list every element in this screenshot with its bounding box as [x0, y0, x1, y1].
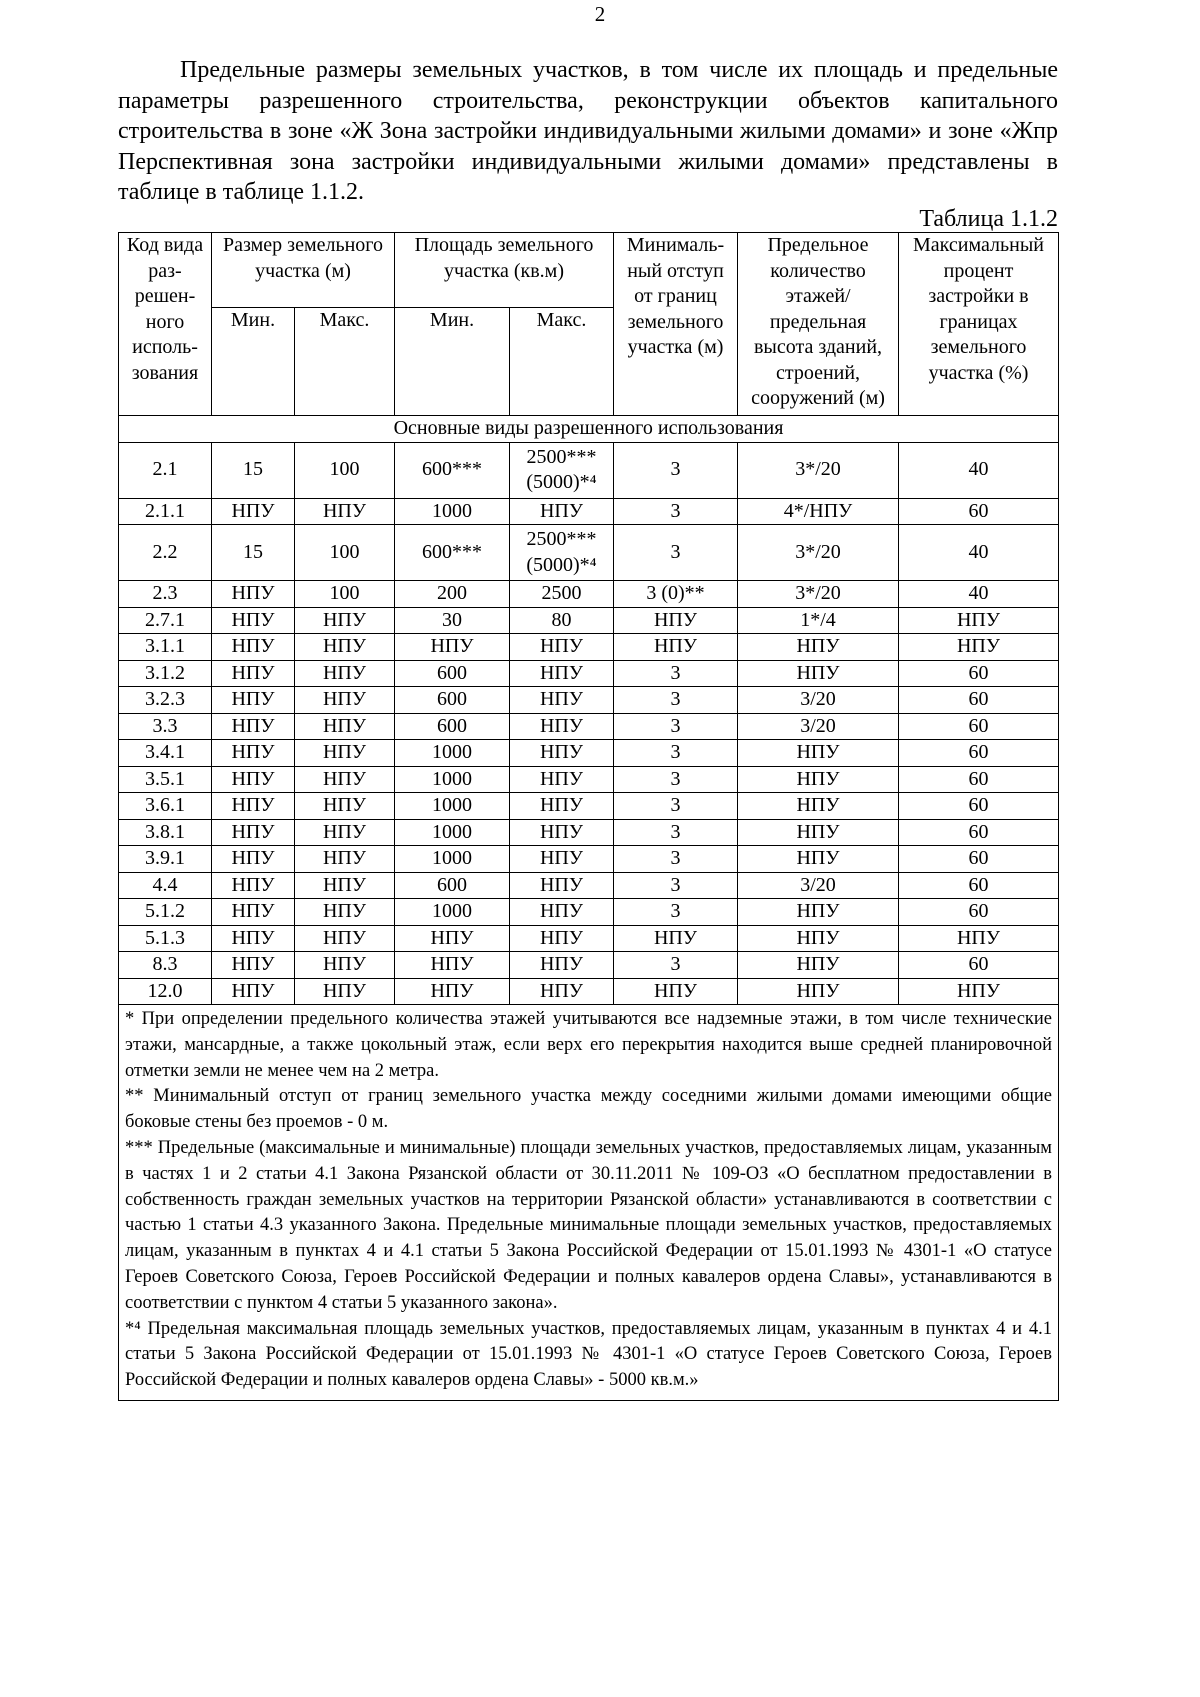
table-cell: 3 [614, 442, 738, 498]
table-cell: 100 [295, 581, 395, 608]
table-cell: НПУ [295, 634, 395, 661]
table-cell: НПУ [738, 952, 899, 979]
header-area-min: Мин. [395, 308, 510, 416]
table-cell: 3/20 [738, 687, 899, 714]
table-cell: 3 [614, 660, 738, 687]
table-cell: 1000 [395, 819, 510, 846]
table-cell: НПУ [295, 687, 395, 714]
table-row [119, 766, 1059, 793]
table-cell: НПУ [212, 766, 295, 793]
table-cell: 5.1.3 [119, 925, 212, 952]
table-cell: НПУ [212, 740, 295, 767]
table-row [119, 793, 1059, 820]
table-cell: 3 [614, 687, 738, 714]
table-cell: 1000 [395, 846, 510, 873]
table-row [119, 713, 1059, 740]
table-cell: 3.1.1 [119, 634, 212, 661]
table-row [119, 634, 1059, 661]
table-cell: НПУ [899, 607, 1059, 634]
table-row [119, 525, 1059, 581]
table-row [119, 899, 1059, 926]
table-cell: 600*** [395, 442, 510, 498]
table-cell: НПУ [738, 925, 899, 952]
table-cell: 3 [614, 766, 738, 793]
table-cell: НПУ [738, 978, 899, 1005]
table-cell: НПУ [295, 660, 395, 687]
table-row [119, 740, 1059, 767]
table-cell: 2500*** (5000)*⁴ [510, 442, 614, 498]
table-row [119, 819, 1059, 846]
table-cell: 60 [899, 740, 1059, 767]
table-cell: 3 [614, 846, 738, 873]
table-cell: 600*** [395, 525, 510, 581]
footnote: *⁴ Предельная максимальная площадь земельных участков, предоставляемых лицам, указанным в пунктах 4 и 4.1 статьи 5 Закона Российской Федерации от 15.01.1993 № 4301-1 «О статусе Героев Советского Союза, Героев Российской Федерации и полных кавалеров ордена Славы» - 5000 кв.м.» [125, 1318, 1053, 1391]
table-cell: 3/20 [738, 713, 899, 740]
header-setback: Минималь-ный отступ от границ земельного участка (м) [614, 233, 738, 416]
table-cell: НПУ [212, 952, 295, 979]
table-cell: НПУ [212, 607, 295, 634]
table-cell: 3/20 [738, 872, 899, 899]
table-cell: НПУ [614, 634, 738, 661]
table-cell: 3.9.1 [119, 846, 212, 873]
table-cell: 3 [614, 819, 738, 846]
table-cell: НПУ [212, 687, 295, 714]
table-cell: НПУ [212, 925, 295, 952]
table-row [119, 952, 1059, 979]
table-cell: НПУ [295, 978, 395, 1005]
intro-paragraph: Предельные размеры земельных участков, в том числе их площадь и предельные параметры разрешенного строительства, реконструкции объектов капитального строительства в зоне «Ж Зона застройки индивидуальными жилыми домами» и зоне «Жпр Перспективная зона застройки индивидуальными жилыми домами» представлены в таблице в таблице 1.1.2. [118, 57, 1058, 205]
table-cell: 1000 [395, 766, 510, 793]
table-row [119, 498, 1059, 525]
table-cell: 3.4.1 [119, 740, 212, 767]
table-cell: 3 [614, 952, 738, 979]
table-cell: НПУ [510, 766, 614, 793]
table-cell: 80 [510, 607, 614, 634]
table-cell: НПУ [614, 978, 738, 1005]
table-cell: 100 [295, 525, 395, 581]
table-cell: НПУ [212, 872, 295, 899]
table-cell: НПУ [510, 899, 614, 926]
table-cell: 60 [899, 793, 1059, 820]
table-cell: 2.7.1 [119, 607, 212, 634]
table-cell: 600 [395, 713, 510, 740]
header-area: Площадь земельного участка (кв.м) [395, 233, 614, 308]
table-cell: НПУ [738, 899, 899, 926]
table-cell: 2.2 [119, 525, 212, 581]
table-cell: НПУ [738, 766, 899, 793]
header-size: Размер земельного участка (м) [212, 233, 395, 308]
table-cell: 60 [899, 872, 1059, 899]
table-cell: 2.3 [119, 581, 212, 608]
table-cell: 1*/4 [738, 607, 899, 634]
table-cell: НПУ [212, 978, 295, 1005]
table-cell: НПУ [395, 634, 510, 661]
table-cell: НПУ [295, 846, 395, 873]
header-area-max: Макс. [510, 308, 614, 416]
table-cell: 3 [614, 525, 738, 581]
table-cell: НПУ [395, 925, 510, 952]
table-cell: 3.6.1 [119, 793, 212, 820]
table-cell: НПУ [510, 925, 614, 952]
table-cell: 2.1.1 [119, 498, 212, 525]
table-cell: 3 (0)** [614, 581, 738, 608]
table-cell: 600 [395, 872, 510, 899]
table-cell: 60 [899, 846, 1059, 873]
table-cell: 3.1.2 [119, 660, 212, 687]
table-cell: НПУ [295, 793, 395, 820]
table-cell: НПУ [212, 819, 295, 846]
table-cell: 1000 [395, 498, 510, 525]
footnote: *** Предельные (максимальные и минимальные) площади земельных участков, предоставляемых лицам, указанным в частях 1 и 2 статьи 4.1 Закона Рязанской области от 30.11.2011 № 109-ОЗ «О бесплатном предоставлении в собственность граждан земельных участков на территории Рязанской области» устанавливаются в соответствии с частью 1 статьи 4.3 указанного Закона. Предельные минимальные площади земельных участков, предоставляемых лицам, указанным в пунктах 4 и 4.1 статьи 5 Закона Российской Федерации от 15.01.1993 № 4301-1 «О статусе Героев Советского Союза, Героев Российской Федерации и полных кавалеров ордена Славы», устанавливаются в соответствии с пунктом 4 статьи 5 указанного закона». [125, 1137, 1053, 1313]
table-cell: 200 [395, 581, 510, 608]
table-cell: 12.0 [119, 978, 212, 1005]
table-cell: НПУ [614, 925, 738, 952]
table-cell: 3 [614, 793, 738, 820]
footnote: * При определении предельного количества этажей учитываются все надземные этажи, в том числе технические этажи, мансардные, а также цокольный этаж, если верх его перекрытия находится выше средней планировочной отметки земли не менее чем на 2 метра. [125, 1009, 1053, 1081]
table-cell: 8.3 [119, 952, 212, 979]
table-cell: НПУ [899, 978, 1059, 1005]
page-number: 2 [594, 2, 606, 26]
table-cell: 3*/20 [738, 525, 899, 581]
table-cell: НПУ [899, 925, 1059, 952]
table-row [119, 660, 1059, 687]
table-cell: НПУ [510, 872, 614, 899]
table-cell: 60 [899, 899, 1059, 926]
table-cell: НПУ [510, 687, 614, 714]
table-cell: НПУ [738, 660, 899, 687]
table-cell: 3.8.1 [119, 819, 212, 846]
table-cell: НПУ [295, 899, 395, 926]
table-row [119, 978, 1059, 1005]
footnote: ** Минимальный отступ от границ земельного участка между соседними жилыми домами имеющими общие боковые стены без проемов - 0 м. [125, 1086, 1053, 1133]
table-cell: 3.2.3 [119, 687, 212, 714]
table-cell: 3.3 [119, 713, 212, 740]
table-row [119, 581, 1059, 608]
table-cell: 100 [295, 442, 395, 498]
table-cell: 40 [899, 525, 1059, 581]
table-cell: НПУ [510, 634, 614, 661]
section-title: Основные виды разрешенного использования [119, 416, 1059, 443]
table-cell: НПУ [510, 498, 614, 525]
table-cell: 3*/20 [738, 581, 899, 608]
table-cell: 60 [899, 952, 1059, 979]
zone-parameters-table [118, 232, 1059, 1401]
table-cell: 60 [899, 687, 1059, 714]
table-cell: 60 [899, 819, 1059, 846]
header-floors: Предельное количество этажей/ предельная высота зданий, строений, сооружений (м) [738, 233, 899, 416]
table-cell: НПУ [295, 740, 395, 767]
table-cell: НПУ [212, 634, 295, 661]
table-cell: 3 [614, 498, 738, 525]
table-cell: НПУ [738, 846, 899, 873]
table-cell: НПУ [295, 766, 395, 793]
table-row [119, 872, 1059, 899]
table-cell: НПУ [212, 793, 295, 820]
table-row [119, 607, 1059, 634]
table-cell: 60 [899, 713, 1059, 740]
table-cell: НПУ [295, 872, 395, 899]
table-cell: НПУ [212, 581, 295, 608]
table-cell: НПУ [295, 925, 395, 952]
table-cell: НПУ [295, 607, 395, 634]
table-cell: 3*/20 [738, 442, 899, 498]
table-cell: 600 [395, 687, 510, 714]
table-cell: 40 [899, 442, 1059, 498]
table-cell: 30 [395, 607, 510, 634]
table-cell: НПУ [614, 607, 738, 634]
footnotes [119, 1005, 1059, 1401]
table-cell: НПУ [510, 713, 614, 740]
table-cell: НПУ [212, 660, 295, 687]
table-cell: НПУ [510, 740, 614, 767]
table-cell: НПУ [899, 634, 1059, 661]
table-cell: НПУ [738, 634, 899, 661]
table-cell: 5.1.2 [119, 899, 212, 926]
table-cell: 15 [212, 442, 295, 498]
table-cell: НПУ [212, 713, 295, 740]
table-cell: 60 [899, 766, 1059, 793]
table-cell: НПУ [738, 819, 899, 846]
table-row [119, 687, 1059, 714]
table-cell: 3 [614, 740, 738, 767]
table-cell: НПУ [295, 952, 395, 979]
table-cell: НПУ [295, 498, 395, 525]
table-cell: НПУ [295, 819, 395, 846]
table-cell: НПУ [510, 819, 614, 846]
header-code: Код вида раз-решен-ного исполь-зования [119, 233, 212, 416]
header-size-min: Мин. [212, 308, 295, 416]
table-cell: 4*/НПУ [738, 498, 899, 525]
table-cell: 1000 [395, 899, 510, 926]
table-cell: 600 [395, 660, 510, 687]
table-caption: Таблица 1.1.2 [919, 206, 1058, 232]
table-cell: НПУ [395, 978, 510, 1005]
table-cell: 3.5.1 [119, 766, 212, 793]
table-cell: 60 [899, 660, 1059, 687]
header-percent: Максимальный процент застройки в границах земельного участка (%) [899, 233, 1059, 416]
table-cell: НПУ [295, 713, 395, 740]
table-cell: НПУ [212, 846, 295, 873]
table-cell: НПУ [738, 793, 899, 820]
table-cell: 2.1 [119, 442, 212, 498]
table-cell: НПУ [510, 660, 614, 687]
table-cell: НПУ [510, 846, 614, 873]
table-row [119, 925, 1059, 952]
table-cell: 3 [614, 899, 738, 926]
table-cell: НПУ [510, 978, 614, 1005]
table-cell: 4.4 [119, 872, 212, 899]
table-cell: НПУ [395, 952, 510, 979]
table-cell: 60 [899, 498, 1059, 525]
table-cell: НПУ [510, 793, 614, 820]
table-row [119, 442, 1059, 498]
table-row [119, 846, 1059, 873]
table-cell: 2500 [510, 581, 614, 608]
table-cell: 40 [899, 581, 1059, 608]
table-cell: 3 [614, 713, 738, 740]
table-cell: 1000 [395, 740, 510, 767]
table-cell: 3 [614, 872, 738, 899]
table-cell: 1000 [395, 793, 510, 820]
table-cell: НПУ [738, 740, 899, 767]
table-cell: НПУ [212, 899, 295, 926]
table-cell: 15 [212, 525, 295, 581]
table-cell: 2500*** (5000)*⁴ [510, 525, 614, 581]
table-cell: НПУ [510, 952, 614, 979]
table-cell: НПУ [212, 498, 295, 525]
header-size-max: Макс. [295, 308, 395, 416]
